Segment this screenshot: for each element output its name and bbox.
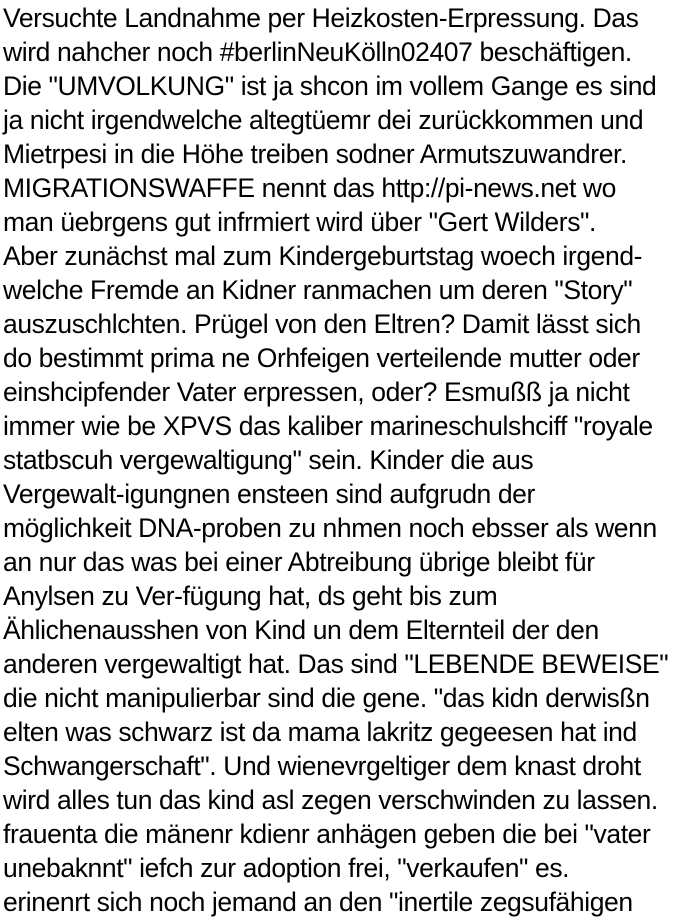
text-line: Mietrpesi in die Höhe treiben sodner Armutszuwandrer. — [3, 139, 627, 169]
text-line: do bestimmt prima ne Orhfeigen verteilende mutter oder — [3, 343, 640, 373]
text-line: MIGRATIONSWAFFE nennt das http://pi-news.net wo — [3, 173, 616, 203]
text-line: unebaknnt" iefch zur adoption frei, "verkaufen" es. — [3, 853, 570, 883]
text-line: welche Fremde an Kidner ranmachen um deren "Story" — [3, 275, 633, 305]
text-line: wird nahcher noch #berlinNeuKölln02407 beschäftigen. — [3, 37, 632, 67]
text-line: ja nicht irgendwelche altegtüemr dei zurückkommen und — [3, 105, 644, 135]
text-line: an nur das was bei einer Abtreibung übrige bleibt für — [3, 547, 595, 577]
text-line: Die "UMVOLKUNG" ist ja shcon im vollem Gange es sind — [3, 71, 657, 101]
text-line: Ählichenausshen von Kind un dem Elternteil der den — [3, 615, 599, 645]
text-line: die nicht manipulierbar sind die gene. "das kidn derwisßn — [3, 683, 650, 713]
text-line: frauenta die mänenr kdienr anhägen geben die bei "vater — [3, 819, 651, 849]
text-line: erinenrt sich noch jemand an den "inertile zegsufähigen — [3, 887, 633, 917]
text-line: immer wie be XPVS das kaliber marineschulshciff "royale — [3, 411, 653, 441]
text-line: möglichkeit DNA-proben zu nhmen noch ebsser als wenn — [3, 513, 657, 543]
text-line: Vergewalt-igungnen ensteen sind aufgrudn der — [3, 479, 535, 509]
text-line: elten was schwarz ist da mama lakritz gegeesen hat ind — [3, 717, 637, 747]
text-line: Schwangerschaft". Und wienevrgeltiger dem knast droht — [3, 751, 641, 781]
text-line: einshcipfender Vater erpressen, oder? Esmußß ja nicht — [3, 377, 630, 407]
text-line: anderen vergewaltigt hat. Das sind "LEBENDE BEWEISE" — [3, 649, 669, 679]
text-line: auszuschlchten. Prügel von den Eltren? Damit lässt sich — [3, 309, 641, 339]
text-line: man üebrgens gut infrmiert wird über "Gert Wilders". — [3, 207, 597, 237]
text-line: statbscuh vergewaltigung" sein. Kinder die aus — [3, 445, 534, 475]
text-line: Anylsen zu Ver-fügung hat, ds geht bis zum — [3, 581, 498, 611]
text-line: Versuchte Landnahme per Heizkosten-Erpressung. Das — [3, 3, 639, 33]
text-line: wird alles tun das kind asl zegen verschwinden zu lassen. — [3, 785, 658, 815]
text-line: Aber zunächst mal zum Kindergeburtstag woech irgend- — [3, 241, 643, 271]
